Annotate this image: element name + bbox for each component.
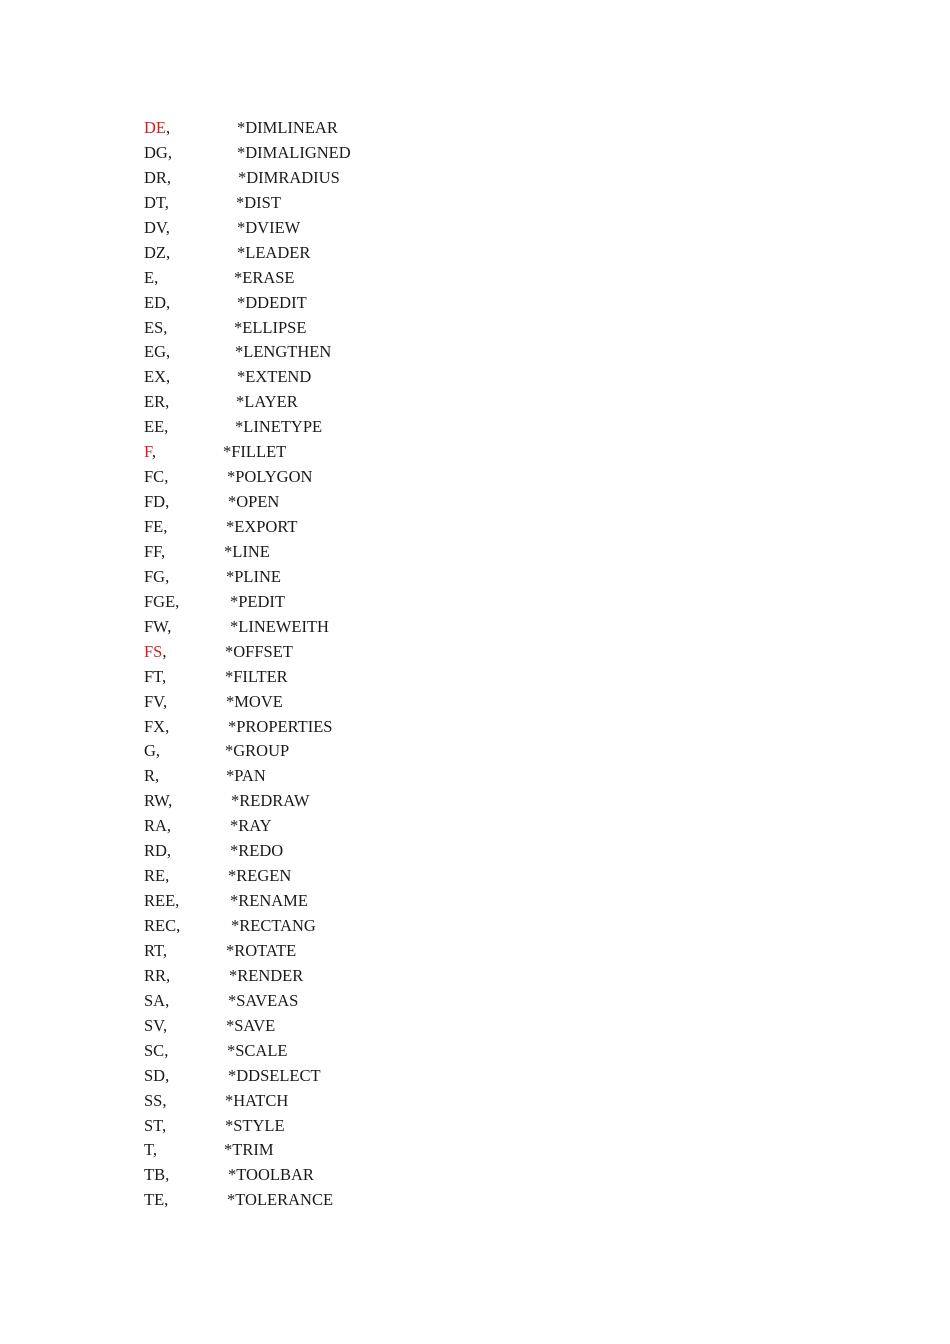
alias-row	[144, 690, 544, 715]
alias-command: *TOLERANCE	[227, 1190, 334, 1210]
alias-row	[144, 340, 544, 365]
alias-command: *LEADER	[237, 242, 311, 262]
alias-shortcut	[144, 191, 169, 216]
alias-row	[144, 615, 544, 640]
alias-shortcut-key: TE	[144, 1190, 165, 1210]
alias-separator: ,	[165, 492, 170, 512]
alias-shortcut	[144, 540, 165, 565]
alias-command: *DVIEW	[237, 217, 301, 237]
alias-row	[144, 939, 544, 964]
alias-command: *LINETYPE	[235, 417, 323, 437]
alias-shortcut-key: ES	[144, 317, 164, 337]
alias-shortcut-key: RT	[144, 940, 163, 960]
alias-command: *OPEN	[228, 492, 280, 512]
alias-command: *FILTER	[225, 666, 288, 686]
alias-shortcut	[144, 266, 158, 291]
alias-row	[144, 814, 544, 839]
alias-separator: ,	[165, 866, 170, 886]
alias-shortcut	[144, 291, 170, 316]
alias-separator: ,	[165, 1065, 170, 1085]
alias-row	[144, 266, 544, 291]
alias-command: *ELLIPSE	[234, 317, 307, 337]
alias-shortcut-key: REC	[144, 916, 177, 935]
alias-shortcut	[144, 864, 169, 889]
alias-shortcut-key: ST	[144, 1115, 163, 1135]
alias-command: *DIMRADIUS	[238, 167, 340, 187]
alias-shortcut	[144, 241, 170, 266]
alias-command: *PEDIT	[230, 591, 285, 611]
alias-command: *DIMLINEAR	[237, 118, 338, 137]
alias-row	[144, 490, 544, 515]
alias-shortcut-key: ER	[144, 392, 166, 412]
alias-command: *SAVEAS	[228, 990, 299, 1010]
alias-shortcut	[144, 814, 171, 839]
alias-shortcut	[144, 166, 171, 191]
alias-row	[144, 914, 544, 939]
alias-shortcut	[144, 565, 169, 590]
alias-row	[144, 390, 544, 415]
alias-separator: ,	[175, 891, 180, 911]
alias-separator: ,	[168, 791, 173, 811]
alias-shortcut-key: F	[144, 442, 152, 462]
alias-shortcut-key: FC	[144, 467, 165, 487]
alias-shortcut-key: EG	[144, 342, 166, 362]
command-alias-list	[144, 116, 544, 1213]
alias-row	[144, 465, 544, 490]
alias-separator: ,	[166, 342, 171, 362]
alias-command: *OFFSET	[225, 641, 293, 661]
alias-command: *DDSELECT	[228, 1065, 321, 1085]
alias-shortcut-key: FS	[144, 641, 163, 661]
alias-row	[144, 440, 544, 465]
alias-row	[144, 365, 544, 390]
alias-shortcut-key: RW	[144, 791, 169, 811]
alias-shortcut-key: R	[144, 766, 156, 786]
alias-command: *PLINE	[226, 566, 281, 586]
alias-command: *RENAME	[230, 891, 308, 911]
alias-separator: ,	[167, 616, 172, 636]
alias-command: *ROTATE	[226, 940, 297, 960]
alias-command: *LENGTHEN	[235, 342, 332, 362]
alias-row	[144, 141, 544, 166]
alias-separator: ,	[166, 367, 171, 387]
alias-shortcut-key: SV	[144, 1015, 163, 1035]
alias-shortcut	[144, 989, 169, 1014]
alias-command: *EXTEND	[237, 367, 312, 387]
alias-command: *MOVE	[226, 691, 283, 711]
alias-command: *EXPORT	[226, 517, 298, 536]
alias-row	[144, 316, 544, 341]
alias-shortcut-key: FG	[144, 566, 166, 586]
alias-row	[144, 1163, 544, 1188]
alias-shortcut	[144, 340, 170, 365]
alias-shortcut-key: G	[144, 741, 156, 761]
alias-shortcut	[144, 1138, 157, 1163]
alias-shortcut-key: FW	[144, 616, 168, 636]
alias-separator: ,	[166, 292, 171, 312]
alias-shortcut	[144, 465, 168, 490]
alias-separator: ,	[165, 716, 170, 736]
alias-command: *RENDER	[229, 965, 304, 985]
alias-shortcut	[144, 914, 180, 939]
alias-shortcut	[144, 690, 167, 715]
alias-row	[144, 415, 544, 440]
alias-shortcut-key: RR	[144, 965, 167, 985]
alias-separator: ,	[164, 1040, 169, 1060]
alias-shortcut	[144, 1089, 166, 1114]
alias-separator: ,	[151, 442, 156, 462]
alias-shortcut-key: FF	[144, 541, 162, 561]
alias-command: *HATCH	[225, 1090, 289, 1110]
alias-shortcut-key: SD	[144, 1065, 166, 1085]
alias-separator: ,	[162, 940, 167, 960]
alias-separator: ,	[165, 990, 170, 1010]
alias-row	[144, 1089, 544, 1114]
alias-shortcut	[144, 116, 170, 141]
alias-separator: ,	[163, 517, 168, 536]
alias-shortcut-key: RE	[144, 866, 166, 886]
alias-separator: ,	[166, 167, 172, 187]
alias-shortcut-key: FT	[144, 666, 163, 686]
alias-shortcut	[144, 964, 170, 989]
alias-command: *SAVE	[226, 1015, 276, 1035]
alias-row	[144, 1138, 544, 1163]
alias-separator: ,	[176, 916, 181, 935]
alias-shortcut	[144, 316, 167, 341]
alias-separator: ,	[165, 1165, 170, 1185]
alias-command: *RECTANG	[231, 916, 316, 935]
alias-row	[144, 1014, 544, 1039]
alias-separator: ,	[162, 1115, 167, 1135]
alias-separator: ,	[164, 1190, 169, 1210]
alias-row	[144, 166, 544, 191]
alias-shortcut-key: DT	[144, 192, 165, 212]
alias-separator: ,	[166, 841, 172, 861]
alias-row	[144, 590, 544, 615]
alias-shortcut-key: TB	[144, 1165, 166, 1185]
alias-row	[144, 640, 544, 665]
alias-shortcut-key: REE	[144, 891, 176, 911]
alias-shortcut	[144, 365, 170, 390]
alias-shortcut-key: FGE	[144, 591, 176, 611]
alias-row	[144, 565, 544, 590]
alias-command: *FILLET	[223, 442, 287, 462]
alias-row	[144, 715, 544, 740]
alias-row	[144, 764, 544, 789]
alias-shortcut	[144, 490, 169, 515]
alias-shortcut	[144, 141, 172, 166]
alias-separator: ,	[162, 1015, 168, 1035]
alias-shortcut-key: FE	[144, 517, 164, 536]
alias-command: *POLYGON	[227, 467, 313, 487]
alias-row	[144, 889, 544, 914]
alias-shortcut-key: T	[144, 1140, 153, 1160]
alias-row	[144, 789, 544, 814]
alias-separator: ,	[161, 541, 166, 561]
alias-shortcut-key: ED	[144, 292, 166, 312]
alias-separator: ,	[162, 666, 167, 686]
alias-separator: ,	[164, 417, 169, 437]
alias-shortcut-key: DV	[144, 217, 166, 237]
alias-row	[144, 1188, 544, 1213]
alias-command: *LAYER	[236, 392, 298, 412]
alias-shortcut	[144, 390, 169, 415]
alias-separator: ,	[166, 965, 171, 985]
alias-command: *REGEN	[228, 866, 292, 886]
alias-row	[144, 964, 544, 989]
alias-shortcut	[144, 590, 179, 615]
alias-command: *LINEWEITH	[230, 616, 329, 636]
alias-row	[144, 515, 544, 540]
alias-row	[144, 216, 544, 241]
alias-separator: ,	[166, 118, 171, 137]
alias-shortcut-key: DE	[144, 118, 166, 137]
alias-command: *PAN	[226, 766, 266, 786]
alias-shortcut-key: SA	[144, 990, 166, 1010]
alias-shortcut	[144, 1114, 166, 1139]
alias-shortcut	[144, 615, 171, 640]
alias-command: *RAY	[230, 816, 272, 836]
alias-shortcut-key: SC	[144, 1040, 165, 1060]
alias-shortcut	[144, 715, 169, 740]
alias-separator: ,	[162, 641, 167, 661]
alias-shortcut-key: RD	[144, 841, 167, 861]
alias-shortcut	[144, 939, 167, 964]
alias-separator: ,	[155, 741, 161, 761]
alias-separator: ,	[166, 816, 172, 836]
alias-shortcut	[144, 789, 172, 814]
alias-shortcut-key: FX	[144, 716, 166, 736]
alias-row	[144, 1114, 544, 1139]
alias-shortcut-key: DG	[144, 142, 168, 162]
alias-shortcut	[144, 764, 159, 789]
alias-row	[144, 540, 544, 565]
alias-row	[144, 864, 544, 889]
alias-command: *DIST	[236, 192, 281, 212]
alias-separator: ,	[165, 566, 170, 586]
alias-separator: ,	[175, 591, 180, 611]
alias-separator: ,	[162, 1090, 167, 1110]
alias-shortcut	[144, 739, 160, 764]
alias-shortcut	[144, 515, 167, 540]
alias-shortcut	[144, 889, 179, 914]
alias-command: *ERASE	[234, 267, 295, 287]
alias-shortcut	[144, 1039, 168, 1064]
alias-shortcut-key: DZ	[144, 242, 166, 262]
alias-separator: ,	[164, 467, 169, 487]
alias-separator: ,	[165, 217, 170, 237]
alias-shortcut	[144, 415, 168, 440]
alias-separator: ,	[167, 142, 172, 162]
alias-shortcut-key: RA	[144, 816, 167, 836]
alias-command: *GROUP	[225, 741, 290, 761]
alias-shortcut	[144, 440, 156, 465]
alias-separator: ,	[165, 392, 170, 412]
alias-command: *TRIM	[224, 1140, 274, 1160]
alias-row	[144, 1039, 544, 1064]
alias-shortcut	[144, 665, 166, 690]
alias-command: *DDEDIT	[237, 292, 307, 312]
alias-row	[144, 739, 544, 764]
alias-row	[144, 241, 544, 266]
alias-command: *PROPERTIES	[228, 716, 333, 736]
alias-separator: ,	[154, 267, 159, 287]
alias-command: *SCALE	[227, 1040, 288, 1060]
alias-command: *DIMALIGNED	[237, 142, 351, 162]
alias-row	[144, 839, 544, 864]
alias-separator: ,	[163, 317, 168, 337]
alias-shortcut	[144, 1064, 169, 1089]
alias-row	[144, 989, 544, 1014]
alias-separator: ,	[166, 242, 171, 262]
alias-shortcut	[144, 640, 166, 665]
alias-shortcut-key: EX	[144, 367, 166, 387]
alias-command: *STYLE	[225, 1115, 285, 1135]
alias-shortcut-key: FV	[144, 691, 163, 711]
alias-shortcut	[144, 1014, 167, 1039]
alias-shortcut	[144, 1188, 168, 1213]
alias-separator: ,	[152, 1140, 157, 1160]
alias-shortcut	[144, 839, 171, 864]
alias-shortcut-key: DR	[144, 167, 167, 187]
alias-shortcut-key: FD	[144, 492, 166, 512]
alias-separator: ,	[155, 766, 160, 786]
alias-command: *REDRAW	[231, 791, 310, 811]
alias-command: *TOOLBAR	[228, 1165, 314, 1185]
alias-separator: ,	[164, 192, 169, 212]
alias-row	[144, 291, 544, 316]
alias-row	[144, 665, 544, 690]
alias-shortcut	[144, 1163, 169, 1188]
alias-command: *REDO	[230, 841, 284, 861]
alias-row	[144, 1064, 544, 1089]
alias-shortcut-key: EE	[144, 417, 165, 437]
alias-shortcut-key: E	[144, 267, 155, 287]
alias-row	[144, 116, 544, 141]
alias-separator: ,	[162, 691, 168, 711]
alias-shortcut-key: SS	[144, 1090, 163, 1110]
alias-command: *LINE	[224, 541, 270, 561]
alias-row	[144, 191, 544, 216]
alias-shortcut	[144, 216, 170, 241]
